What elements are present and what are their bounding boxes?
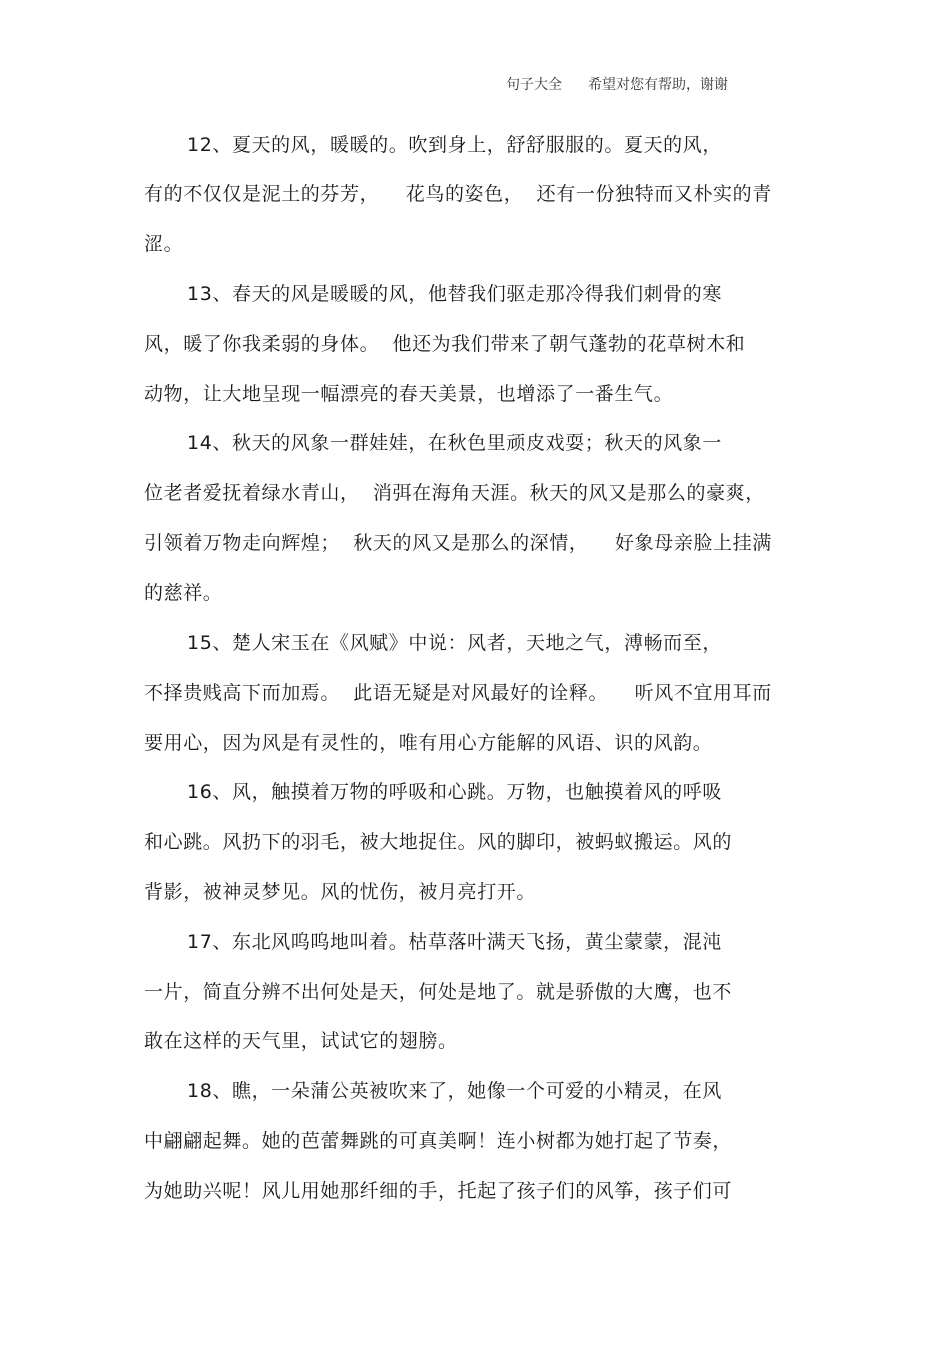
paragraph-line: 13、春天的风是暖暖的风，他替我们驱走那冷得我们刺骨的寒 <box>187 283 722 305</box>
paragraph-line: 12、夏天的风，暖暖的。吹到身上，舒舒服服的。夏天的风， <box>187 134 722 156</box>
paragraph-line: 动物，让大地呈现一幅漂亮的春天美景，也增添了一番生气。 <box>144 383 674 405</box>
paragraph-line: 要用心，因为风是有灵性的，唯有用心方能解的风语、识的风韵。 <box>144 732 713 754</box>
paragraph-line: 18、瞧，一朵蒲公英被吹来了，她像一个可爱的小精灵，在风 <box>187 1080 722 1102</box>
paragraph-line: 的慈祥。 <box>144 582 223 604</box>
paragraph-line: 15、楚人宋玉在《风赋》中说：风者，天地之气，溥畅而至， <box>187 632 722 654</box>
paragraph-line: 为她助兴呢！风儿用她那纤细的手，托起了孩子们的风筝，孩子们可 <box>144 1180 733 1202</box>
paragraph-line: 背影，被神灵梦见。风的忧伤，被月亮打开。 <box>144 881 537 903</box>
paragraph-line: 风，暖了你我柔弱的身体。 他还为我们带来了朝气蓬勃的花草树木和 <box>144 333 746 355</box>
paragraph-line: 中翩翩起舞。她的芭蕾舞跳的可真美啊！连小树都为她打起了节奏， <box>144 1130 733 1152</box>
paragraph-line: 不择贵贱高下而加焉。 此语无疑是对风最好的诠释。 听风不宜用耳而 <box>144 682 772 704</box>
paragraph-line: 14、秋天的风象一群娃娃，在秋色里顽皮戏耍；秋天的风象一 <box>187 432 722 454</box>
paragraph-line: 17、东北风呜呜地叫着。枯草落叶满天飞扬，黄尘蒙蒙，混沌 <box>187 931 722 953</box>
paragraph-line: 和心跳。风扔下的羽毛，被大地捉住。风的脚印，被蚂蚁搬运。风的 <box>144 831 733 853</box>
paragraph-line: 位老者爱抚着绿水青山， 消弭在海角天涯。秋天的风又是那么的豪爽， <box>144 482 765 504</box>
header-right-text: 希望对您有帮助，谢谢 <box>588 77 728 93</box>
paragraph-line: 有的不仅仅是泥土的芬芳， 花鸟的姿色， 还有一份独特而又朴实的青 <box>144 183 772 205</box>
paragraph-line: 引领着万物走向辉煌； 秋天的风又是那么的深情， 好象母亲脸上挂满 <box>144 532 772 554</box>
paragraph-line: 涩。 <box>144 233 184 255</box>
paragraph-line: 16、风，触摸着万物的呼吸和心跳。万物，也触摸着风的呼吸 <box>187 781 722 803</box>
header-left-text: 句子大全 <box>506 77 562 93</box>
paragraph-line: 一片，简直分辨不出何处是天，何处是地了。就是骄傲的大鹰，也不 <box>144 981 733 1003</box>
paragraph-line: 敢在这样的天气里，试试它的翅膀。 <box>144 1030 458 1052</box>
